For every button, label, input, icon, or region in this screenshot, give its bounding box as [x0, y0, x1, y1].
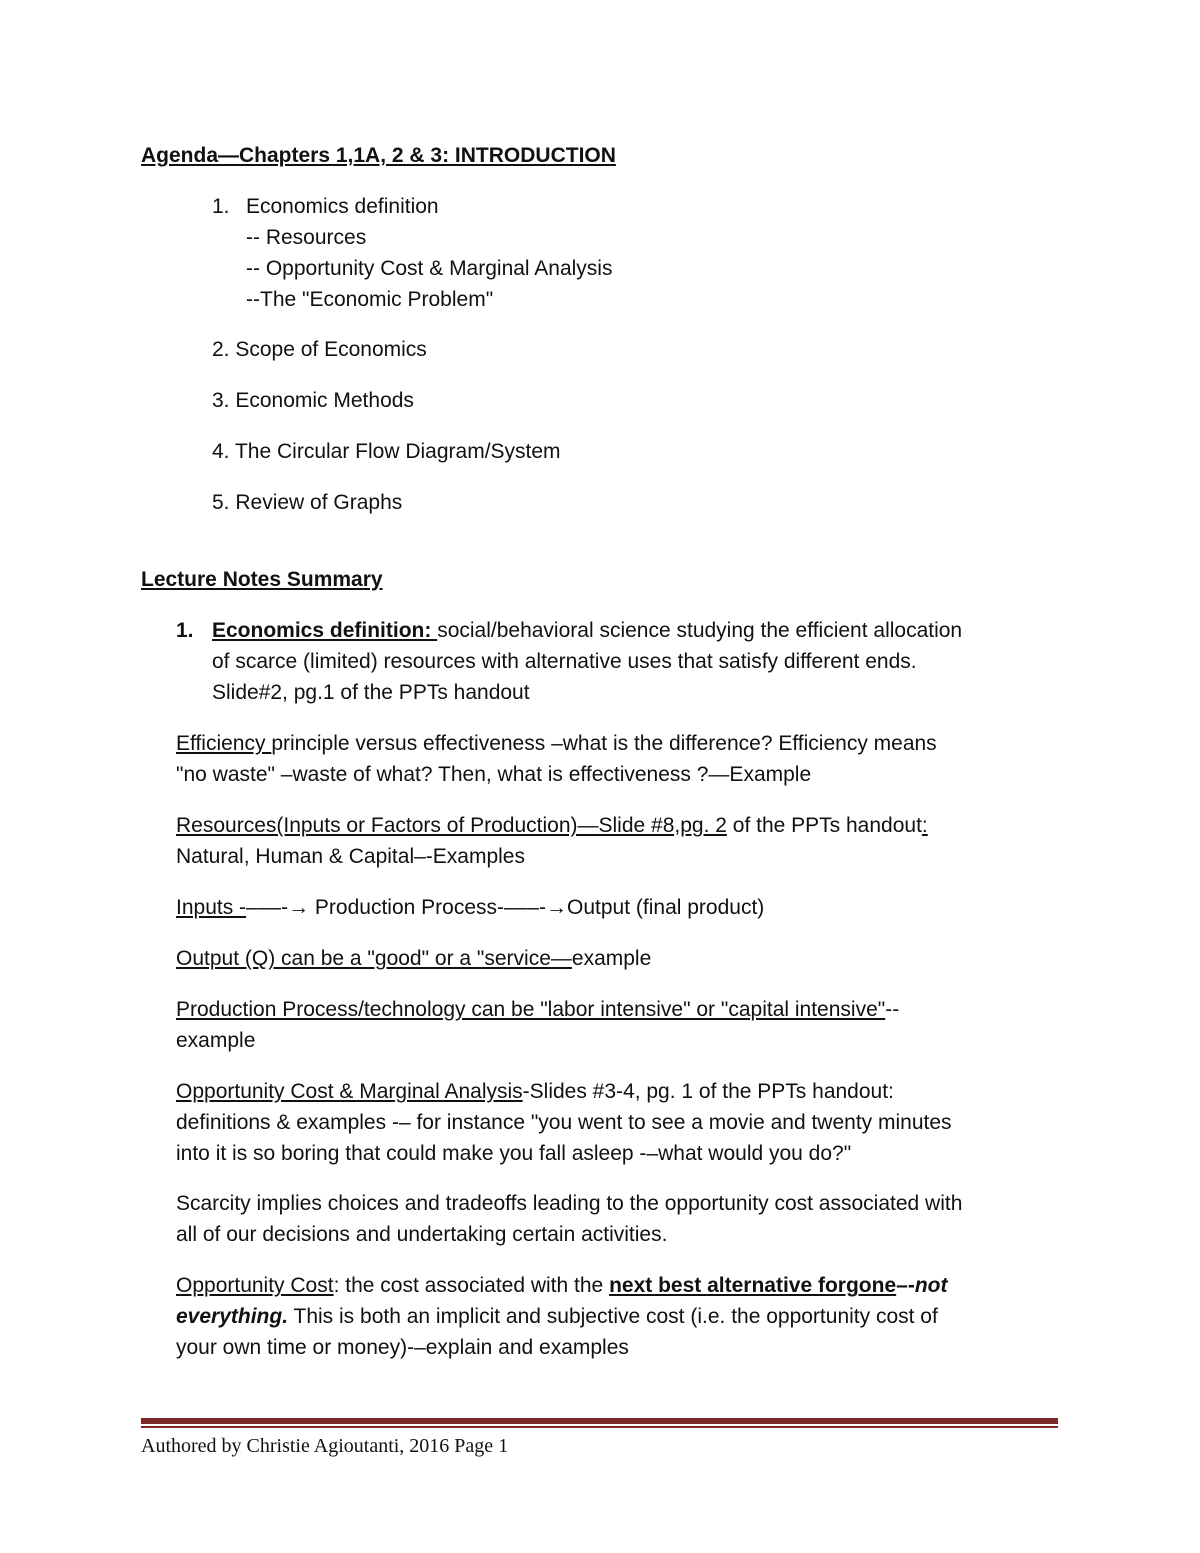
definition-label: Economics definition:	[212, 619, 438, 642]
opportunity-cost-line: Opportunity Cost: the cost associated with the next best alternative forgone–-not	[176, 1274, 948, 1297]
definition-number: 1.	[176, 619, 194, 642]
definition-line: Slide#2, pg.1 of the PPTs handout	[212, 681, 530, 704]
opportunity-cost-line: your own time or money)-–explain and examples	[176, 1336, 629, 1359]
agenda-item: Economics definition	[246, 195, 439, 218]
footer-text: Authored by Christie Agioutanti, 2016 Page 1	[141, 1435, 509, 1457]
footer-rule-thin	[141, 1426, 1058, 1428]
next-best-alternative: next best alternative forgone	[609, 1274, 897, 1297]
opportunity-line: into it is so boring that could make you fall asleep -–what would you do?"	[176, 1142, 852, 1165]
agenda-subitem: -- Resources	[246, 226, 367, 249]
opportunity-term: Opportunity Cost & Marginal Analysis	[176, 1080, 523, 1103]
output-term: Output (Q) can be a "good" or a "service—	[176, 947, 572, 970]
opportunity-line: definitions & examples -– for instance "you went to see a movie and twenty minutes	[176, 1111, 952, 1134]
definition-line: of scarce (limited) resources with alternative uses that satisfy different ends.	[212, 650, 917, 673]
definition-text: social/behavioral science studying the efficient allocation	[437, 619, 963, 642]
resources-line: Natural, Human & Capital–-Examples	[176, 845, 525, 868]
agenda-item-number: 1.	[212, 195, 230, 218]
inputs-term: Inputs -	[176, 896, 247, 919]
resources-term: Resources(Inputs or Factors of Production)—Slide #8,pg. 2	[176, 814, 727, 837]
scarcity-line: Scarcity implies choices and tradeoffs leading to the opportunity cost associated with	[176, 1192, 963, 1215]
opportunity-cost-line: everything. This is both an implicit and subjective cost (i.e. the opportunity cost of	[176, 1305, 938, 1328]
output-line: Output (Q) can be a "good" or a "service—example	[176, 947, 652, 970]
production-term: Production Process/technology can be "labor intensive" or "capital intensive"	[176, 998, 886, 1021]
agenda-item: 2. Scope of Economics	[212, 338, 427, 361]
agenda-item: 5. Review of Graphs	[212, 491, 403, 514]
footer-rule	[141, 1418, 1058, 1424]
agenda-heading: Agenda—Chapters 1,1A, 2 & 3: INTRODUCTION	[141, 144, 616, 167]
agenda-subitem: --The "Economic Problem"	[246, 288, 494, 311]
agenda-subitem: -- Opportunity Cost & Marginal Analysis	[246, 257, 613, 280]
resources-line: Resources(Inputs or Factors of Production)—Slide #8,pg. 2 of the PPTs handout:	[176, 814, 928, 837]
notes-heading: Lecture Notes Summary	[141, 568, 383, 591]
agenda-item: 4. The Circular Flow Diagram/System	[212, 440, 561, 463]
inputs-line: Inputs -–––-→ Production Process-–––-→Output (final product)	[176, 896, 765, 919]
efficiency-line: "no waste" –waste of what? Then, what is effectiveness ?—Example	[176, 763, 812, 786]
agenda-item: 3. Economic Methods	[212, 389, 414, 412]
production-line: example	[176, 1029, 256, 1052]
efficiency-term: Efficiency	[176, 732, 272, 755]
definition-line	[212, 615, 962, 646]
production-line: Production Process/technology can be "labor intensive" or "capital intensive"--	[176, 998, 900, 1021]
scarcity-line: all of our decisions and undertaking certain activities.	[176, 1223, 668, 1246]
efficiency-line: Efficiency principle versus effectiveness –what is the difference? Efficiency means	[176, 732, 937, 755]
opportunity-cost-term: Opportunity Cost	[176, 1274, 334, 1297]
opportunity-line: Opportunity Cost & Marginal Analysis-Slides #3-4, pg. 1 of the PPTs handout:	[176, 1080, 894, 1103]
